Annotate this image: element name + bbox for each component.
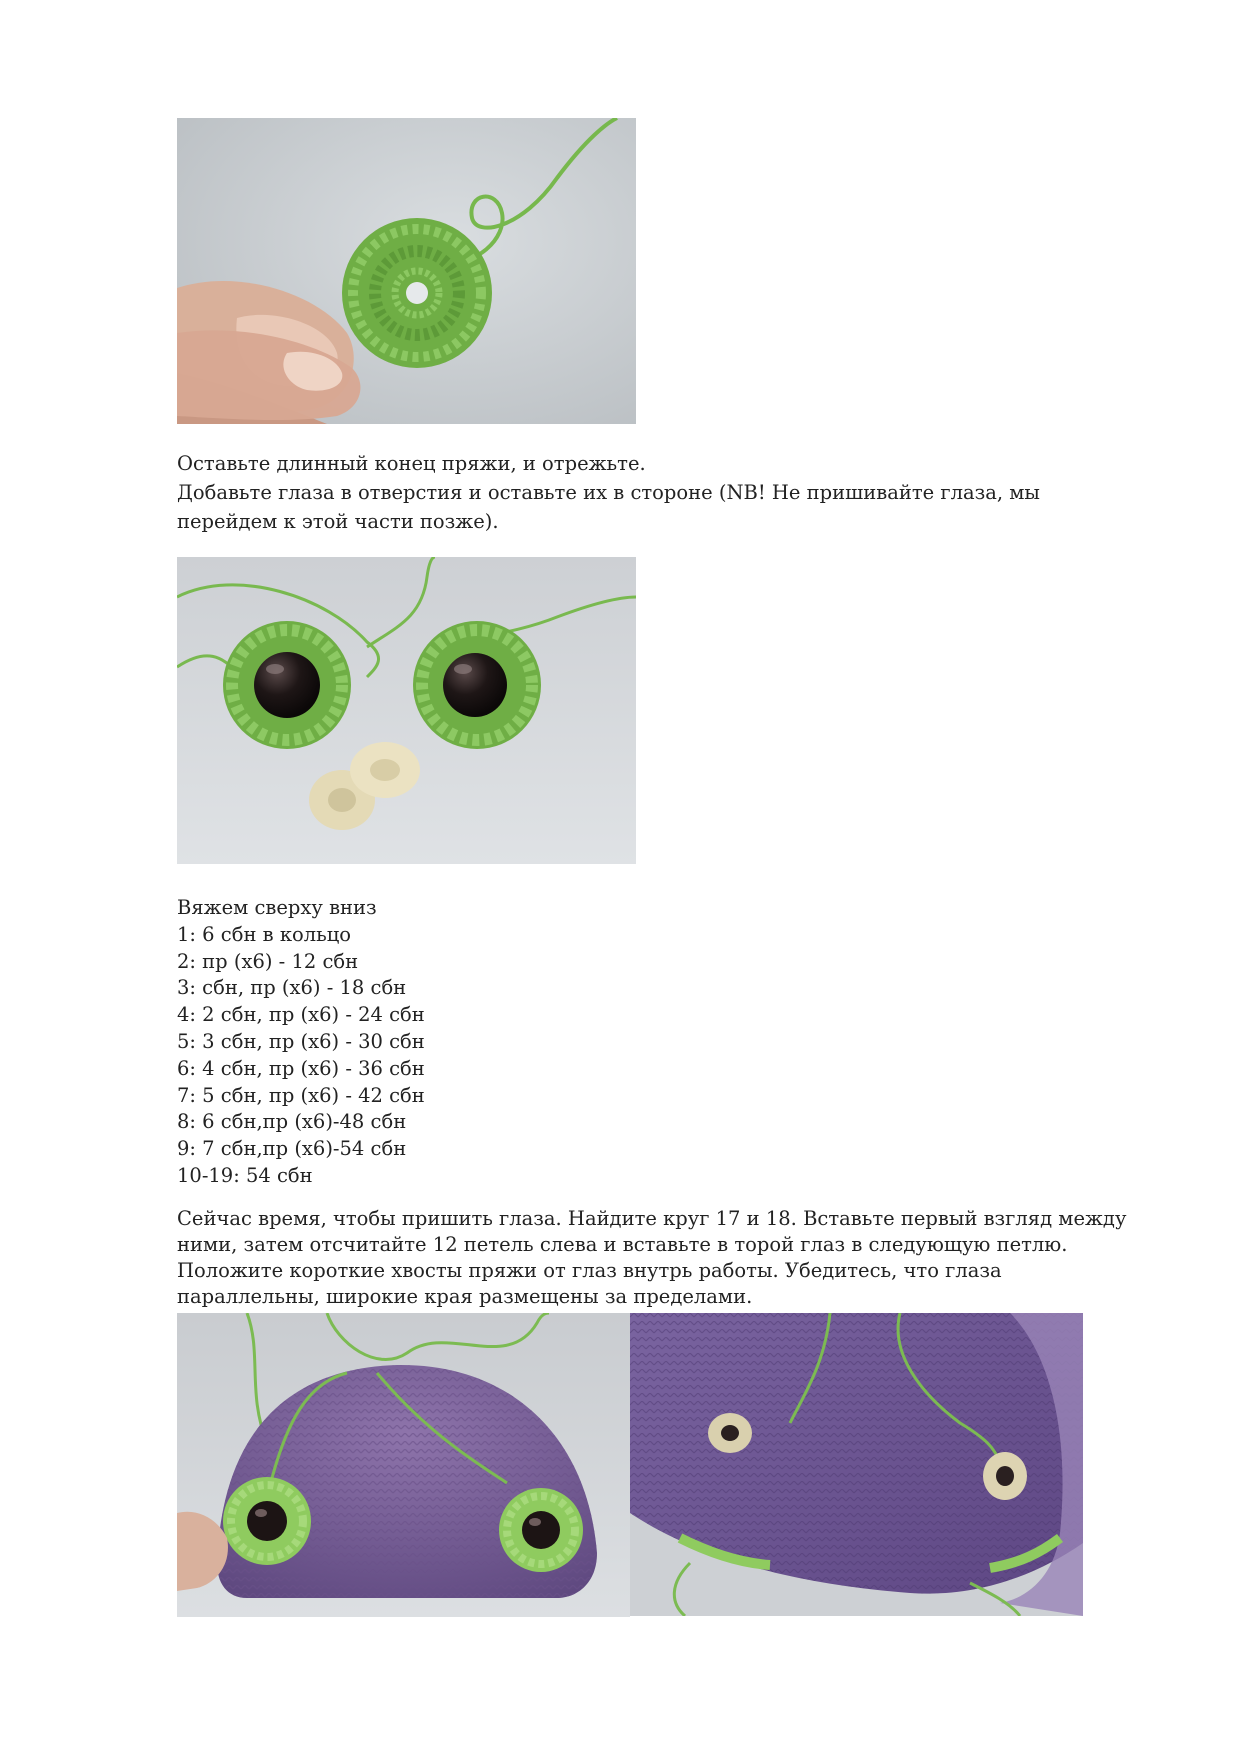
pattern-row: 9: 7 сбн,пр (х6)-54 сбн: [177, 1137, 407, 1161]
pattern-heading: Вяжем сверху вниз: [177, 896, 377, 919]
paragraph-line: Положите короткие хвосты пряжи от глаз внутрь работы. Убедитесь, что глаза: [177, 1259, 1002, 1282]
photo-head-eyes-outside: [177, 1313, 630, 1617]
pattern-row: 3: сбн, пр (х6) - 18 сбн: [177, 976, 407, 1000]
paragraph-line: перейдем к этой части позже).: [177, 510, 499, 533]
paragraph-instructions-1: [177, 449, 1040, 536]
pattern-row: 4: 2 сбн, пр (х6) - 24 сбн: [177, 1003, 425, 1027]
pattern-row: 8: 6 сбн,пр (х6)-48 сбн: [177, 1110, 407, 1134]
pattern-row: 10-19: 54 сбн: [177, 1163, 313, 1187]
pattern-row: 1: 6 сбн в кольцо: [177, 922, 352, 946]
pattern-row: 2: пр (х6) - 12 сбн: [177, 949, 359, 973]
photo-eyes-with-washers: [177, 557, 636, 864]
crochet-pattern: [177, 895, 425, 1190]
paragraph-line: Сейчас время, чтобы пришить глаза. Найдите круг 17 и 18. Вставьте первый взгляд между: [177, 1207, 1127, 1230]
paragraph-line: Оставьте длинный конец пряжи, и отрежьте.: [177, 452, 646, 475]
photo-head-eyes-inside: [630, 1313, 1083, 1616]
paragraph-line: ними, затем отсчитайте 12 петель слева и вставьте в торой глаз в следующую петлю.: [177, 1233, 1068, 1256]
photo-green-ring: [177, 118, 636, 424]
pattern-row: 5: 3 сбн, пр (х6) - 30 сбн: [177, 1029, 425, 1053]
paragraph-instructions-3: [177, 1206, 1126, 1310]
pattern-row: 7: 5 сбн, пр (х6) - 42 сбн: [177, 1083, 425, 1107]
paragraph-line: Добавьте глаза в отверстия и оставьте их в стороне (NB! Не пришивайте глаза, мы: [177, 481, 1040, 504]
paragraph-line: параллельны, широкие края размещены за пределами.: [177, 1285, 753, 1308]
pattern-row: 6: 4 сбн, пр (х6) - 36 сбн: [177, 1056, 425, 1080]
